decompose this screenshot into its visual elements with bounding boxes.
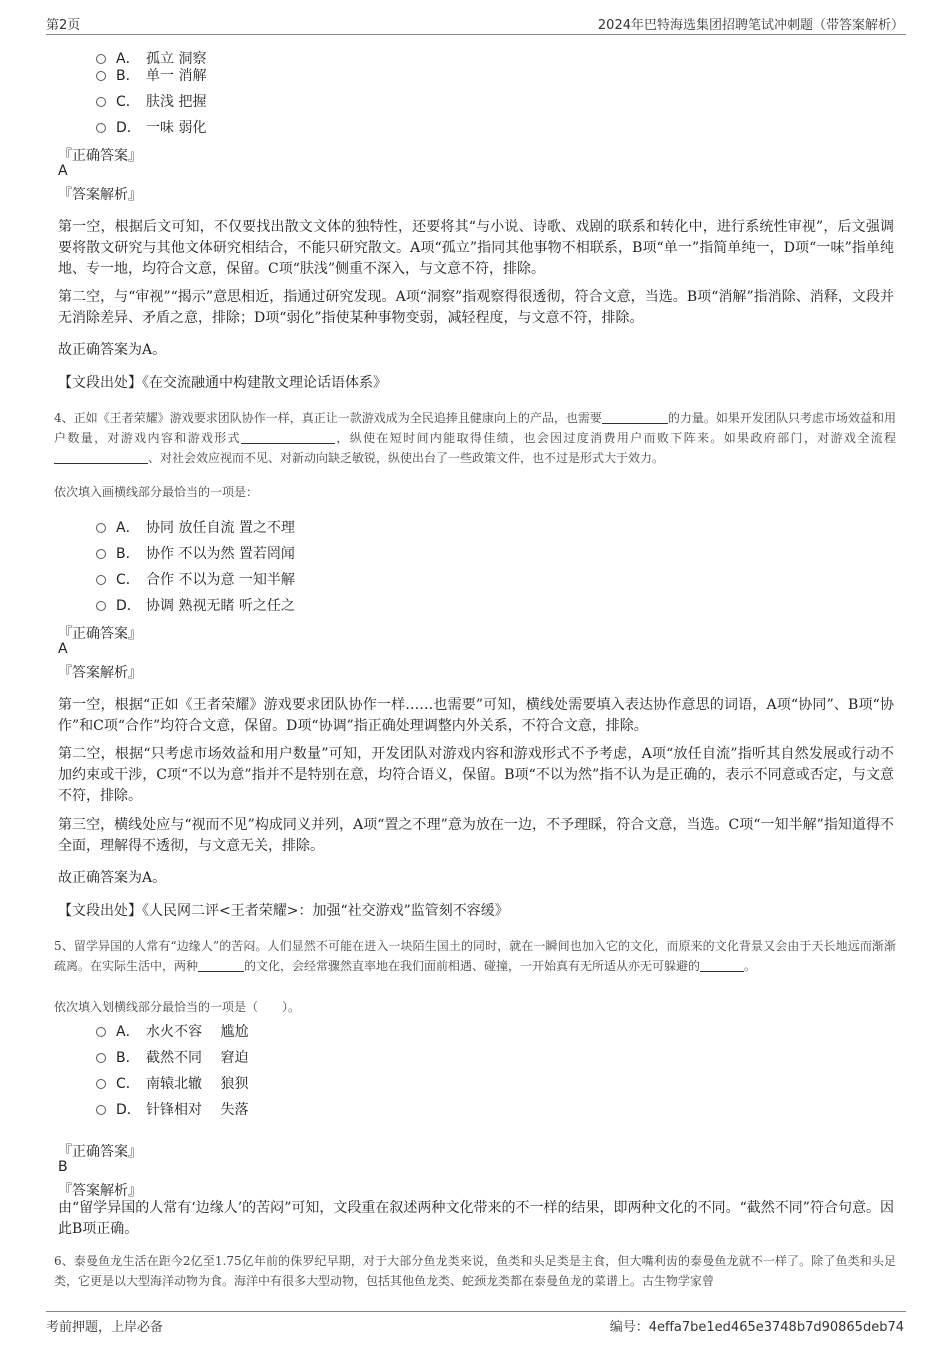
option-b[interactable]: B． 单一 消解: [96, 65, 206, 85]
radio-icon[interactable]: [96, 575, 106, 585]
analysis-paragraph: 第三空，横线处应与“视而不见”构成同义并列，A项“置之不理”意为放在一边，不予理睬，符合文意，当选。C项“一知半解”指知道得不全面，理解得不透彻，与文意无关，排除。: [58, 817, 894, 854]
analysis-label: 『答案解析』: [58, 187, 142, 203]
radio-icon[interactable]: [96, 1053, 106, 1063]
option-c[interactable]: C． 合作 不以为意 一知半解: [96, 569, 295, 589]
analysis-paragraph: 第二空，根据“只考虑市场效益和用户数量”可知，开发团队对游戏内容和游戏形式不予考虑，A项“放任自流”指听其自然发展或行动不加约束或干涉，C项“不以为意”指并不是特别在意，均符合语义，保留。B项“不以为然”指不认为是正确的，表示不同意或否定，与文意不符，排除。: [58, 746, 894, 804]
question-prompt: 依次填入画横线部分最恰当的一项是：: [54, 485, 259, 499]
radio-icon[interactable]: [96, 523, 106, 533]
option-d[interactable]: D． 协调 熟视无睹 听之任之: [96, 595, 295, 615]
footer-slogan: 考前押题，上岸必备: [46, 1320, 164, 1335]
question-prompt: 依次填入划横线部分最恰当的一项是（ ）。: [54, 1000, 301, 1014]
option-b[interactable]: B． 截然不同 窘迫: [96, 1047, 248, 1067]
fill-blank[interactable]: [198, 959, 244, 972]
page-number: 第2页: [46, 18, 81, 33]
source-citation: 【文段出处】《人民网二评<王者荣耀>：加强“社交游戏”监管刻不容缓》: [58, 903, 509, 919]
radio-icon[interactable]: [96, 1105, 106, 1115]
document-id: 编号：4effa7be1ed465e3748b7d90865deb74: [609, 1320, 904, 1335]
option-a[interactable]: A． 孤立 洞察: [96, 48, 206, 68]
fill-blank[interactable]: [700, 959, 744, 972]
answer-value: A: [58, 163, 68, 179]
option-d[interactable]: D． 针锋相对 失落: [96, 1099, 248, 1119]
option-c[interactable]: C． 南辕北辙 狼狈: [96, 1073, 248, 1093]
radio-icon[interactable]: [96, 54, 106, 64]
footer-rule: [46, 1311, 906, 1312]
analysis-conclusion: 故正确答案为A。: [58, 342, 167, 358]
option-d[interactable]: D． 一味 弱化: [96, 117, 206, 137]
option-a[interactable]: A． 协同 放任自流 置之不理: [96, 517, 295, 537]
fill-blank[interactable]: [602, 411, 668, 424]
analysis-conclusion: 故正确答案为A。: [58, 870, 167, 886]
radio-icon[interactable]: [96, 71, 106, 81]
option-b[interactable]: B． 协作 不以为然 置若罔闻: [96, 543, 295, 563]
question-stem: 4、正如《王者荣耀》游戏要求团队协作一样，真正让一款游戏成为全民追捧且健康向上的产品，也需要 的力量。如果开发团队只考虑市场效益和用户数量，对游戏内容和游戏形式 ，纵使在短时间内能取得佳绩，也会因过度消费用户而败下阵来。如果政府部门，对游戏全流程、对社会效应视而不见、对新动向缺乏敏锐，纵使出台了一些政策文件，也不过是形式大于效力。: [54, 411, 896, 465]
option-c[interactable]: C． 肤浅 把握: [96, 91, 206, 111]
fill-blank[interactable]: [54, 451, 148, 464]
question-stem: 6、泰曼鱼龙生活在距今2亿至1.75亿年前的侏罗纪早期，对于大部分鱼龙类来说，鱼类和头足类是主食，但大嘴利齿的泰曼鱼龙就不一样了。除了鱼类和头足类，它更是以大型海洋动物为食。海洋中有很多大型动物，包括其他鱼龙类、蛇颈龙类都在泰曼鱼龙的菜谱上。古生物学家曾: [54, 1254, 896, 1288]
analysis-paragraph: 由“留学异国的人常有‘边缘人’的苦闷”可知，文段重在叙述两种文化带来的不一样的结果，即两种文化的不同。“截然不同”符合句意。因此B项正确。: [58, 1200, 894, 1237]
source-citation: 【文段出处】《在交流融通中构建散文理论话语体系》: [58, 375, 387, 391]
option-a[interactable]: A． 水火不容 尴尬: [96, 1021, 248, 1041]
answer-value: B: [58, 1159, 68, 1175]
radio-icon[interactable]: [96, 601, 106, 611]
answer-label: 『正确答案』: [58, 1144, 142, 1160]
analysis-label: 『答案解析』: [58, 665, 142, 681]
header-rule: [46, 34, 906, 35]
answer-label: 『正确答案』: [58, 626, 142, 642]
analysis-paragraph: 第二空，与“审视”“揭示”意思相近，指通过研究发现。A项“洞察”指观察得很透彻，符合文意，当选。B项“消解”指消除、消释，文段并无消除差异、矛盾之意，排除；D项“弱化”指使某种事物变弱，减轻程度，与文意不符，排除。: [58, 289, 894, 326]
radio-icon[interactable]: [96, 1027, 106, 1037]
answer-value: A: [58, 641, 68, 657]
analysis-label: 『答案解析』: [58, 1183, 142, 1199]
document-title: 2024年巴特海选集团招聘笔试冲刺题（带答案解析）: [597, 18, 904, 33]
question-stem: 5、留学异国的人常有“边缘人”的苦闷。人们显然不可能在进入一块陌生国土的同时，就在一瞬间也加入它的文化，而原来的文化背景又会由于天长地远而渐渐疏离。在实际生活中，两种 的文化，会经常骤然直率地在我们面前相遇、碰撞，一开始真有无所适从亦无可躲避的 。: [54, 939, 896, 973]
radio-icon[interactable]: [96, 1079, 106, 1089]
radio-icon[interactable]: [96, 123, 106, 133]
answer-label: 『正确答案』: [58, 148, 142, 164]
fill-blank[interactable]: [241, 431, 335, 444]
analysis-paragraph: 第一空，根据“正如《王者荣耀》游戏要求团队协作一样……也需要”可知，横线处需要填入表达协作意思的词语，A项“协同”、B项“协作”和C项“合作”均符合文意，保留。D项“协调”指正确处理调整内外关系，不符合文意，排除。: [58, 697, 894, 734]
radio-icon[interactable]: [96, 97, 106, 107]
radio-icon[interactable]: [96, 549, 106, 559]
analysis-paragraph: 第一空，根据后文可知，不仅要找出散文文体的独特性，还要将其“与小说、诗歌、戏剧的联系和转化中，进行系统性审视”，后文强调要将散文研究与其他文体研究相结合，不能只研究散文。A项“孤立”指同其他事物不相联系，B项“单一”指简单纯一，D项“一味”指单纯地、专一地，均符合文意，保留。C项“肤浅”侧重不深入，与文意不符，排除。: [58, 219, 894, 277]
